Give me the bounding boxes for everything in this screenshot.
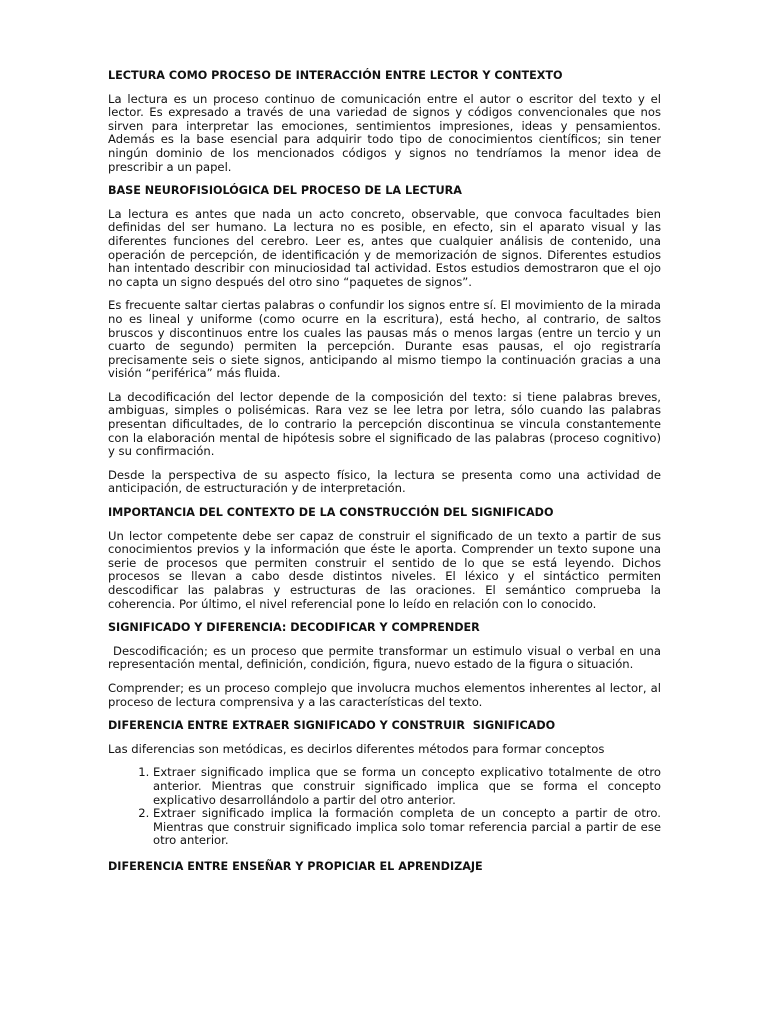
paragraph: La lectura es antes que nada un acto concreto, observable, que convoca facultades bien definidas del ser humano. La lectura no es posible, en efecto, sin el aparato visual y las diferentes funciones del cerebro. Leer es, antes que cualquier análisis de contenido, una operación de percepción, de identificación y de memorización de signos. Diferentes estudios han intentado describir con minuciosidad tal actividad. Estos estudios demostraron que el ojo no capta un signo después del otro sino “paquetes de signos”. <box>108 206 661 289</box>
section-heading: SIGNIFICADO Y DIFERENCIA: DECODIFICAR Y COMPRENDER <box>108 621 480 635</box>
list-item: 1. Extraer significado implica que se forma un concepto explicativo totalmente de otro anterior. Mientras que construir significado implica que se forma el concepto explicativo desarrollándolo a partir del otro anterior. <box>153 766 661 807</box>
section-heading: LECTURA COMO PROCESO DE INTERACCIÓN ENTRE LECTOR Y CONTEXTO <box>108 69 563 82</box>
paragraph: Es frecuente saltar ciertas palabras o confundir los signos entre sí. El movimiento de la mirada no es lineal y uniforme (como ocurre en la escritura), está hecho, al contrario, de saltos bruscos y discontinuos entre los cuales las pausas más o menos largas (entre un tercio y un cuarto de segundo) permiten la percepción. Durante esas pausas, el ojo registraría precisamente seis o siete signos, anticipando al mismo tiempo la continuación gracias a una visión “periférica” más fluida. <box>108 298 661 381</box>
section-heading: DIFERENCIA ENTRE ENSEÑAR Y PROPICIAR EL APRENDIZAJE <box>108 859 483 873</box>
section-4 <box>108 621 665 709</box>
section-1 <box>108 69 661 174</box>
list-item: 2. Extraer significado implica la formación completa de un concepto a partir de otro. Mientras que construir significado implica solo tomar referencia parcial a partir de ese otro anterior. <box>153 807 661 848</box>
paragraph: Desde la perspectiva de su aspecto físico, la lectura se presenta como una actividad de anticipación, de estructuración y de interpretación. <box>108 467 661 496</box>
numbered-list <box>108 766 661 848</box>
paragraph: Las diferencias son metódicas, es decirlos diferentes métodos para formar conceptos <box>108 741 605 756</box>
section-heading: BASE NEUROFISIOLÓGICA DEL PROCESO DE LA LECTURA <box>108 184 462 198</box>
section-heading: DIFERENCIA ENTRE EXTRAER SIGNIFICADO Y CONSTRUIR SIGNIFICADO <box>108 719 556 733</box>
paragraph: Comprender; es un proceso complejo que involucra muchos elementos inherentes al lector, al proceso de lectura comprensiva y a las características del texto. <box>108 680 661 709</box>
paragraph: La decodificación del lector depende de la composición del texto: si tiene palabras breves, ambiguas, simples o polisémicas. Rara vez se lee letra por letra, sólo cuando las palabras presentan dificultades, de lo contrario la percepción discontinua se vincula constantemente con la elaboración mental de hipótesis sobre el significado de las palabras (proceso cognitivo) y su confirmación. <box>108 389 661 459</box>
section-heading: IMPORTANCIA DEL CONTEXTO DE LA CONSTRUCCIÓN DEL SIGNIFICADO <box>108 506 554 520</box>
paragraph: Descodificación; es un proceso que permite transformar un estimulo visual o verbal en una representación mental, definición, condición, figura, nuevo estado de la figura o situación. <box>108 643 665 672</box>
section-2 <box>108 184 661 496</box>
paragraph: La lectura es un proceso continuo de comunicación entre el autor o escritor del texto y el lector. Es expresado a través de una variedad de signos y códigos convencionales que nos sirven para interpretar las emociones, sentimientos impresiones, ideas y pensamientos. Además es la base esencial para adquirir todo tipo de conocimientos científicos; sin tener ningún dominio de los mencionados códigos y signos no tendríamos la menor idea de prescribir a un papel. <box>108 91 661 174</box>
paragraph: Un lector competente debe ser capaz de construir el significado de un texto a partir de sus conocimientos previos y la información que éste le aporta. Comprender un texto supone una serie de procesos que permiten construir el sentido de lo que se está leyendo. Dichos procesos se llevan a cabo desde distintos niveles. El léxico y el sintáctico permiten descodificar las palabras y estructuras de las oraciones. El semántico comprueba la coherencia. Por último, el nivel referencial pone lo leído en relación con lo conocido. <box>108 528 661 611</box>
section-5 <box>108 719 661 848</box>
section-3 <box>108 506 661 611</box>
section-6 <box>108 860 661 874</box>
